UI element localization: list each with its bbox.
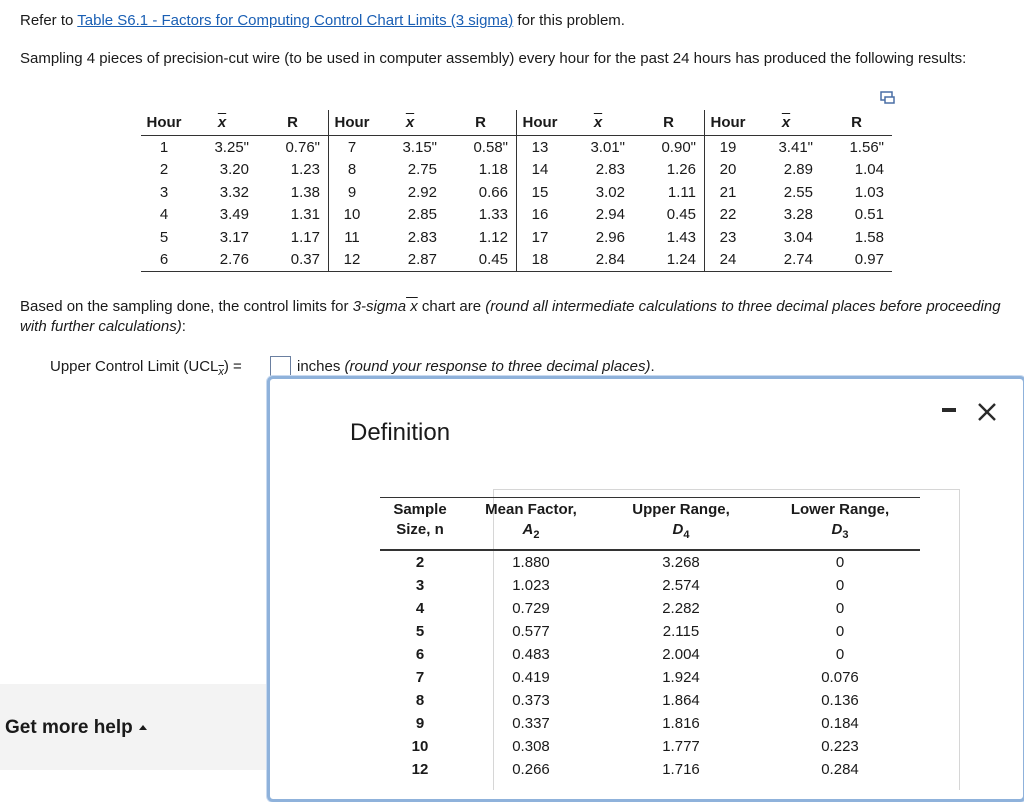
definition-dialog <box>267 376 1024 802</box>
table-row <box>141 136 892 159</box>
hour-cell: 3 <box>159 183 169 201</box>
range-cell: 0.90" <box>633 136 705 159</box>
sample-size-cell: 4 <box>415 600 425 617</box>
d3-cell: 0 <box>835 600 845 617</box>
refer-suffix: for this problem. <box>513 12 625 29</box>
get-more-help-label: Get more help <box>5 717 133 738</box>
table-row <box>380 620 920 643</box>
d4-cell: 1.816 <box>662 715 700 732</box>
xbar-cell: 3.49 <box>219 206 249 224</box>
refer-line <box>20 12 625 29</box>
range-cell: 1.56" <box>849 138 884 156</box>
xbar-cell: 3.04 <box>783 228 813 246</box>
d3-cell: 0 <box>835 646 845 663</box>
hour-cell: 21 <box>719 183 737 201</box>
a2-cell: 0.483 <box>512 646 550 663</box>
xbar-cell: 2.92 <box>407 183 437 201</box>
xbar-cell: 2.76 <box>187 249 257 272</box>
a2-cell: 0.577 <box>512 623 550 640</box>
hour-cell: 11 <box>344 228 360 246</box>
col-hour: Hour <box>517 110 564 136</box>
col-upper-range: Upper Range, $D_4$ <box>602 498 760 551</box>
hour-cell: 19 <box>719 138 737 156</box>
xbar-cell: 2.84 <box>563 249 633 272</box>
xbar-cell: 3.20 <box>219 161 249 179</box>
range-cell: 0.37 <box>257 249 329 272</box>
xbar-cell: 2.87 <box>375 249 445 272</box>
range-cell: 1.23 <box>257 159 329 182</box>
d4-cell: 3.268 <box>662 554 700 571</box>
d4-cell: 1.716 <box>662 761 700 778</box>
hour-cell: 12 <box>329 249 376 272</box>
table-row <box>380 735 920 758</box>
d3-cell: 0.136 <box>821 692 859 709</box>
sample-size-cell: 8 <box>415 692 425 709</box>
data-table-header <box>141 110 892 136</box>
table-row <box>141 249 892 272</box>
d3-cell: 0.076 <box>821 669 859 686</box>
sample-size-cell: 3 <box>415 577 425 594</box>
a2-cell: 0.308 <box>512 738 550 755</box>
sample-size-cell: 2 <box>415 554 425 571</box>
d4-cell: 2.282 <box>662 600 700 617</box>
xbar-cell: 3.28 <box>783 206 813 224</box>
sample-size-cell: 10 <box>411 738 429 755</box>
hour-cell: 10 <box>343 206 361 224</box>
range-cell: 1.17 <box>257 226 329 249</box>
col-xbar: $\overline{x}$ <box>375 110 445 136</box>
d3-cell: 0 <box>835 623 845 640</box>
control-limits-prompt: Based on the sampling done, the control limits for 3-sigma x chart are (round all intermediate calculations to three decimal places before proceeding with further calculations): <box>20 298 1001 335</box>
xbar-cell: 3.01" <box>590 138 625 156</box>
xbar-cell: 2.55 <box>783 183 813 201</box>
hour-cell: 24 <box>705 249 752 272</box>
minimize-icon[interactable] <box>942 408 956 412</box>
d3-cell: 0 <box>835 554 845 571</box>
a2-cell: 1.023 <box>512 577 550 594</box>
col-hour: Hour <box>141 110 187 136</box>
table-row <box>141 226 892 249</box>
col-xbar: $\overline{x}$ <box>751 110 821 136</box>
hour-cell: 4 <box>159 206 169 224</box>
a2-cell: 0.337 <box>512 715 550 732</box>
range-cell: 1.43 <box>633 226 705 249</box>
ucl-unit-note: inches (round your response to three decimal places). <box>297 358 655 375</box>
sample-size-cell: 9 <box>415 715 425 732</box>
range-cell: 1.26 <box>633 159 705 182</box>
d3-cell: 0.284 <box>821 761 859 778</box>
col-xbar: $\overline{x}$ <box>563 110 633 136</box>
sample-size-cell: 5 <box>415 623 425 640</box>
hour-cell: 6 <box>141 249 187 272</box>
xbar-cell: 2.75 <box>407 161 437 179</box>
xbar-cell: 3.02 <box>595 183 625 201</box>
xbar-cell: 2.83 <box>407 228 437 246</box>
hour-cell: 22 <box>719 206 737 224</box>
a2-cell: 0.419 <box>512 669 550 686</box>
hour-cell: 14 <box>531 161 549 179</box>
xbar-cell: 3.17 <box>219 228 249 246</box>
table-row <box>141 181 892 204</box>
range-cell: 1.33 <box>445 204 517 227</box>
hour-cell: 7 <box>347 138 357 156</box>
range-cell: 0.97 <box>821 249 892 272</box>
hour-cell: 18 <box>517 249 564 272</box>
range-cell: 1.58 <box>854 228 884 246</box>
d4-cell: 2.004 <box>662 646 700 663</box>
range-cell: 1.31 <box>257 204 329 227</box>
col-r: R <box>257 110 329 136</box>
range-cell: 0.76" <box>257 136 329 159</box>
table-row <box>380 597 920 620</box>
dialog-title: Definition <box>350 419 451 446</box>
ucl-answer-input[interactable] <box>270 356 291 377</box>
xbar-cell: 3.32 <box>219 183 249 201</box>
xbar-cell: 3.41" <box>778 138 813 156</box>
range-cell: 1.03 <box>854 183 884 201</box>
d4-cell: 2.574 <box>662 577 700 594</box>
d4-cell: 2.115 <box>662 623 700 640</box>
hour-cell: 1 <box>159 138 169 156</box>
range-cell: 1.11 <box>633 181 705 204</box>
col-hour: Hour <box>705 110 752 136</box>
hour-cell: 9 <box>347 183 357 201</box>
range-cell: 0.51 <box>854 206 884 224</box>
range-cell: 0.66 <box>445 181 517 204</box>
range-cell: 0.45 <box>633 204 705 227</box>
col-lower-range: Lower Range, $D_3$ <box>760 498 920 551</box>
factors-header <box>380 498 920 551</box>
range-cell: 1.38 <box>257 181 329 204</box>
a2-cell: 1.880 <box>512 554 550 571</box>
xbar-cell: 2.74 <box>751 249 821 272</box>
a2-cell: 0.373 <box>512 692 550 709</box>
a2-cell: 0.729 <box>512 600 550 617</box>
a2-cell: 0.266 <box>512 761 550 778</box>
col-r: R <box>821 110 892 136</box>
col-hour: Hour <box>329 110 376 136</box>
caret-up-icon <box>139 725 147 730</box>
col-r: R <box>633 110 705 136</box>
hour-cell: 2 <box>159 161 169 179</box>
table-row <box>380 643 920 666</box>
xbar-cell: 3.25" <box>214 138 249 156</box>
refer-prefix: Refer to <box>20 12 78 29</box>
table-row <box>380 712 920 735</box>
xbar-cell: 2.85 <box>407 206 437 224</box>
col-r: R <box>445 110 517 136</box>
hour-cell: 13 <box>531 138 549 156</box>
d3-cell: 0.184 <box>821 715 859 732</box>
problem-intro: Sampling 4 pieces of precision-cut wire (to be used in computer assembly) every hour for the past 24 hours has produced the following results: <box>20 50 967 67</box>
col-mean-factor: Mean Factor, $A_2$ <box>460 498 602 551</box>
col-xbar: $\overline{x}$ <box>187 110 257 136</box>
xbar-cell: 2.94 <box>595 206 625 224</box>
xbar-symbol: x <box>406 298 418 315</box>
xbar-cell: 3.15" <box>402 138 437 156</box>
sample-size-cell: 12 <box>411 761 429 778</box>
copy-icon[interactable] <box>880 91 896 105</box>
col-sample-size: Sample Size, n <box>380 498 460 551</box>
hour-cell: 20 <box>719 161 737 179</box>
sample-size-cell: 6 <box>415 646 425 663</box>
range-cell: 1.12 <box>445 226 517 249</box>
range-cell: 1.24 <box>633 249 705 272</box>
sample-size-cell: 7 <box>415 669 425 686</box>
hour-cell: 17 <box>531 228 549 246</box>
hour-cell: 8 <box>347 161 357 179</box>
d4-cell: 1.777 <box>662 738 700 755</box>
sample-data-table <box>141 110 892 272</box>
d3-cell: 0.223 <box>821 738 859 755</box>
d4-cell: 1.924 <box>662 669 700 686</box>
table-row <box>380 574 920 597</box>
hour-cell: 23 <box>719 228 737 246</box>
hour-cell: 5 <box>159 228 169 246</box>
range-cell: 1.04 <box>854 161 884 179</box>
hour-cell: 16 <box>531 206 549 224</box>
table-row <box>141 204 892 227</box>
xbar-cell: 2.83 <box>595 161 625 179</box>
control-chart-factors-table <box>380 497 920 781</box>
d4-cell: 1.864 <box>662 692 700 709</box>
range-cell: 0.45 <box>445 249 517 272</box>
d3-cell: 0 <box>835 577 845 594</box>
table-row <box>380 689 920 712</box>
xbar-cell: 2.89 <box>783 161 813 179</box>
range-cell: 1.18 <box>445 159 517 182</box>
ucl-label: Upper Control Limit $(UCL_{\overline{x}})$ = <box>50 358 242 378</box>
xbar-cell: 2.96 <box>595 228 625 246</box>
range-cell: 0.58" <box>445 136 517 159</box>
table-row <box>380 666 920 689</box>
table-row <box>380 550 920 574</box>
get-more-help-button[interactable] <box>5 717 147 739</box>
table-s6-1-link[interactable]: Table S6.1 - Factors for Computing Control Chart Limits (3 sigma) <box>77 12 514 29</box>
table-row <box>141 159 892 182</box>
hour-cell: 15 <box>531 183 549 201</box>
close-icon[interactable] <box>974 399 1000 425</box>
